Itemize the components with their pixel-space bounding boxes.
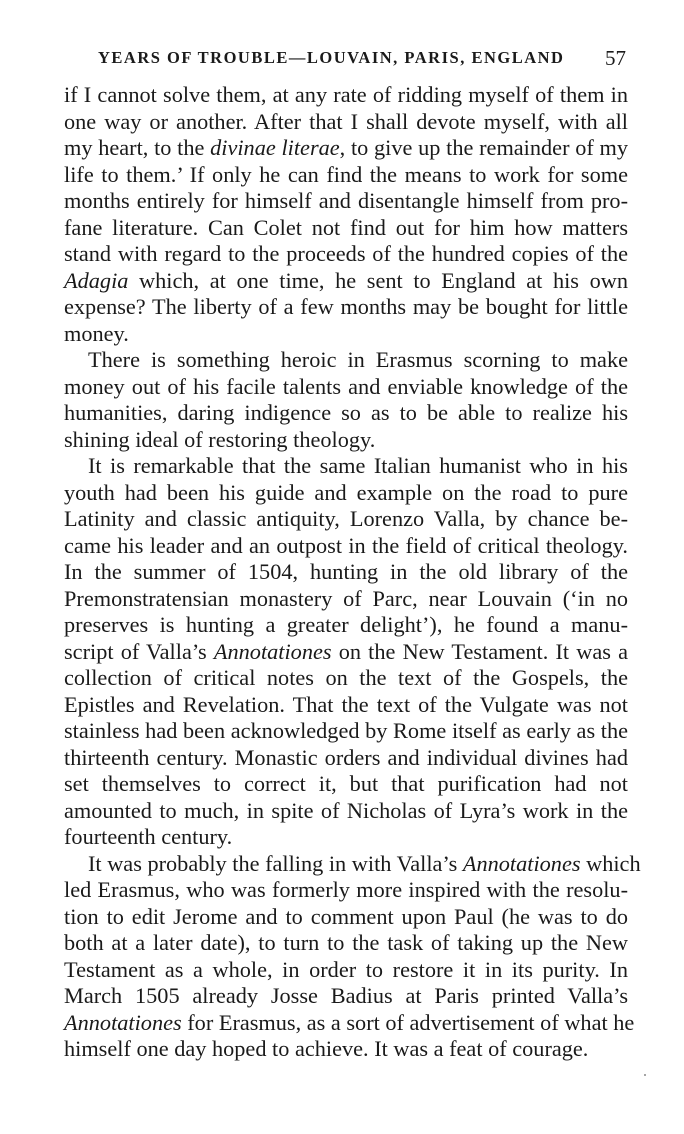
text-line — [64, 453, 628, 480]
text-line — [64, 665, 628, 692]
text-run: led Erasmus, who was formerly more inspired with the resolu- — [64, 877, 628, 902]
paragraph — [64, 82, 628, 347]
text-run: Epistles and Revelation. That the text of the Vulgate was not — [64, 691, 628, 717]
text-line — [64, 692, 628, 719]
text-run: on the New Testament. It was a — [331, 638, 628, 664]
text-line — [64, 745, 628, 772]
italic-text: Annotationes — [462, 850, 581, 876]
text-run: expense? The liberty of a few months may be bought for little — [64, 294, 628, 319]
text-line — [64, 930, 628, 957]
italic-text: divinae literae — [210, 135, 340, 160]
running-head — [64, 44, 626, 74]
text-line — [64, 1009, 635, 1037]
text-run: In the summer of 1504, hunting in the old library of the — [64, 559, 628, 584]
text-run: script of Valla’s — [64, 638, 214, 664]
text-line — [64, 321, 628, 348]
text-line — [64, 850, 641, 878]
text-line — [64, 904, 628, 931]
body-text — [64, 82, 641, 1063]
text-run: stand with regard to the proceeds of the hundred copies of the — [64, 241, 628, 266]
text-run: Latinity and classic antiquity, Lorenzo Valla, by chance be- — [64, 506, 628, 531]
text-line — [64, 506, 628, 533]
text-run: my heart, to the — [64, 135, 211, 160]
text-run: shining ideal of restoring theology. — [64, 426, 376, 452]
paragraph — [64, 850, 641, 1063]
text-run: came his leader and an outpost in the field of critical theology. — [64, 532, 628, 558]
text-run: months entirely for himself and disentangle himself from pro- — [64, 188, 628, 213]
italic-text: Annotationes — [213, 638, 332, 664]
text-line — [64, 294, 628, 321]
text-run: fourteenth century. — [64, 824, 233, 849]
text-line — [64, 798, 628, 825]
text-line — [64, 347, 628, 374]
text-run: if I cannot solve them, at any rate of ridding myself of them in — [64, 82, 628, 107]
text-line — [64, 480, 628, 507]
text-line — [64, 559, 628, 586]
text-run: money. — [64, 320, 129, 346]
text-line — [64, 374, 628, 401]
text-line — [64, 268, 628, 295]
text-run: , to give up the remainder of my — [339, 135, 629, 160]
italic-text: Annotationes — [64, 1009, 182, 1035]
paragraph — [64, 347, 628, 453]
text-run: one way or another. After that I shall devote myself, with all — [64, 108, 628, 134]
text-line — [64, 109, 628, 136]
text-line — [64, 188, 628, 215]
text-run: fane literature. Can Colet not find out for him how matters — [64, 214, 628, 240]
text-run: for Erasmus, as a sort of advertisement of what he — [181, 1009, 635, 1035]
text-run: thirteenth century. Monastic orders and individual divines had — [64, 744, 628, 770]
text-run: preserves is hunting a greater delight’), he found a manu- — [64, 612, 628, 637]
text-run: youth had been his guide and example on the road to pure — [64, 479, 628, 505]
text-line — [64, 215, 628, 242]
page-number: 57 — [605, 46, 626, 70]
text-run: which, at one time, he sent to England at his own — [128, 267, 628, 293]
text-line — [64, 241, 628, 268]
text-line — [64, 983, 628, 1010]
text-line — [64, 718, 628, 745]
text-line — [64, 612, 628, 639]
text-run: set themselves to correct it, but that purification had not — [64, 771, 628, 796]
text-run: collection of critical notes on the text of the Gospels, the — [64, 665, 628, 690]
text-line — [64, 957, 628, 984]
text-line — [64, 400, 628, 427]
text-line — [64, 1036, 628, 1063]
text-run: Testament as a whole, in order to restore it in its purity. In — [64, 956, 628, 982]
paragraph — [64, 453, 628, 851]
text-run: It was probably the falling in with Valla’s — [88, 850, 463, 876]
text-run: tion to edit Jerome and to comment upon Paul (he was to do — [64, 903, 628, 929]
text-line — [64, 586, 628, 613]
text-run: Premonstratensian monastery of Parc, near Louvain (‘in no — [64, 585, 628, 611]
text-line — [64, 771, 628, 798]
text-run: There is something heroic in Erasmus scorning to make — [88, 347, 628, 372]
text-run: which — [580, 850, 641, 876]
text-run: money out of his facile talents and enviable knowledge of the — [64, 373, 628, 399]
text-run: life to them.’ If only he can find the means to work for some — [64, 161, 628, 187]
text-line — [64, 135, 628, 162]
running-title: YEARS OF TROUBLE—LOUVAIN, PARIS, ENGLAND — [98, 48, 565, 67]
text-line — [64, 162, 628, 189]
italic-text: Adagia — [64, 267, 129, 293]
text-line — [64, 533, 628, 560]
text-line — [64, 877, 628, 904]
text-line — [64, 427, 628, 454]
text-line — [64, 639, 628, 666]
text-line — [64, 824, 628, 851]
text-run: It is remarkable that the same Italian humanist who in his — [88, 453, 628, 478]
text-line — [64, 82, 628, 109]
text-run: himself one day hoped to achieve. It was a feat of courage. — [64, 1036, 589, 1061]
text-run: both at a later date), to turn to the task of taking up the New — [64, 930, 628, 955]
text-run: stainless had been acknowledged by Rome itself as early as the — [64, 718, 628, 743]
text-run: March 1505 already Josse Badius at Paris printed Valla’s — [64, 983, 628, 1008]
text-run: amounted to much, in spite of Nicholas of Lyra’s work in the — [64, 797, 628, 823]
text-run: humanities, daring indigence so as to be able to realize his — [64, 400, 628, 425]
print-speck — [644, 1074, 646, 1076]
